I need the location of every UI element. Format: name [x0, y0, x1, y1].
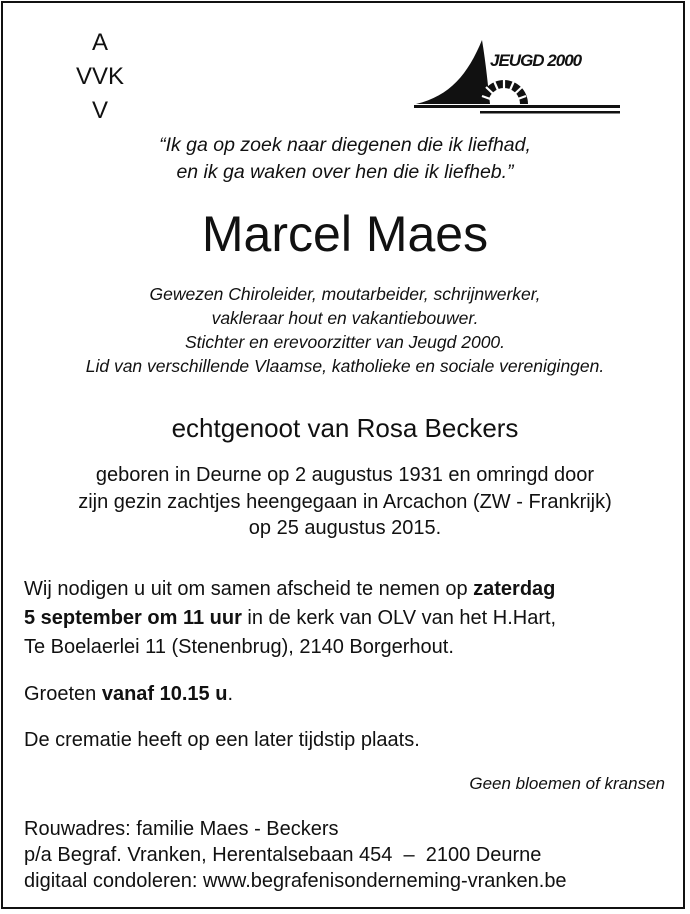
logo-text: JEUGD 2000	[490, 51, 582, 70]
address-line: p/a Begraf. Vranken, Herentalsebaan 454 – 2100 Deurne	[24, 844, 542, 866]
invitation-text: Wij nodigen u uit om samen afscheid te nemen op	[24, 578, 474, 600]
jeugd-2000-logo	[410, 34, 630, 124]
invitation-address: Te Boelaerlei 11 (Stenenbrug), 2140 Borgerhout.	[24, 636, 454, 658]
mourning-address	[24, 816, 674, 894]
biography-line: Gewezen Chiroleider, moutarbeider, schrijnwerker,	[149, 284, 541, 304]
flowers-note: Geen bloemen of kransen	[469, 774, 665, 793]
avvk-emblem	[60, 26, 140, 128]
biography	[0, 282, 690, 378]
spouse-line: echtgenoot van Rosa Beckers	[171, 413, 519, 443]
funeral-invitation	[24, 575, 674, 662]
avvk-line: V	[91, 97, 108, 124]
greeting-text: Groeten	[24, 683, 102, 705]
greeting-end: .	[227, 683, 234, 705]
biography-line: Lid van verschillende Vlaamse, katholieke en sociale verenigingen.	[85, 356, 605, 376]
birth-line: zijn gezin zachtjes heengegaan in Arcachon (ZW - Frankrijk)	[78, 490, 612, 513]
wave-line	[414, 105, 620, 108]
avvk-line: VVK	[75, 63, 125, 90]
cremation-note: De crematie heeft op een later tijdstip plaats.	[24, 729, 420, 751]
birth-line: op 25 augustus 2015.	[248, 517, 442, 539]
wave-line	[480, 111, 620, 114]
address-line: Rouwadres: familie Maes - Beckers	[24, 818, 339, 840]
invitation-text: in de kerk van OLV van het H.Hart,	[241, 607, 557, 629]
biography-line: Stichter en erevoorzitter van Jeugd 2000.	[184, 332, 506, 352]
quote-line: en ik ga waken over hen die ik liefheb.”	[176, 161, 514, 183]
sail-shape	[416, 40, 490, 104]
birth-line: geboren in Deurne op 2 augustus 1931 en omringd door	[95, 464, 595, 486]
condolence-link[interactable]: digitaal condoleren: www.begrafenisonderneming-vranken.be	[24, 870, 567, 892]
avvk-line: A	[91, 29, 108, 56]
invitation-date-time: 5 september om 11 uur	[24, 607, 242, 629]
invitation-day: zaterdag	[473, 578, 556, 600]
memorial-quote	[0, 132, 690, 186]
biography-line: vakleraar hout en vakantiebouwer.	[211, 308, 479, 328]
quote-line: “Ik ga op zoek naar diegenen die ik liefhad,	[159, 134, 531, 156]
birth-death-info	[0, 462, 690, 542]
greeting-info	[24, 680, 674, 708]
deceased-name: Marcel Maes	[201, 206, 489, 262]
greeting-time: vanaf 10.15 u	[101, 683, 228, 705]
